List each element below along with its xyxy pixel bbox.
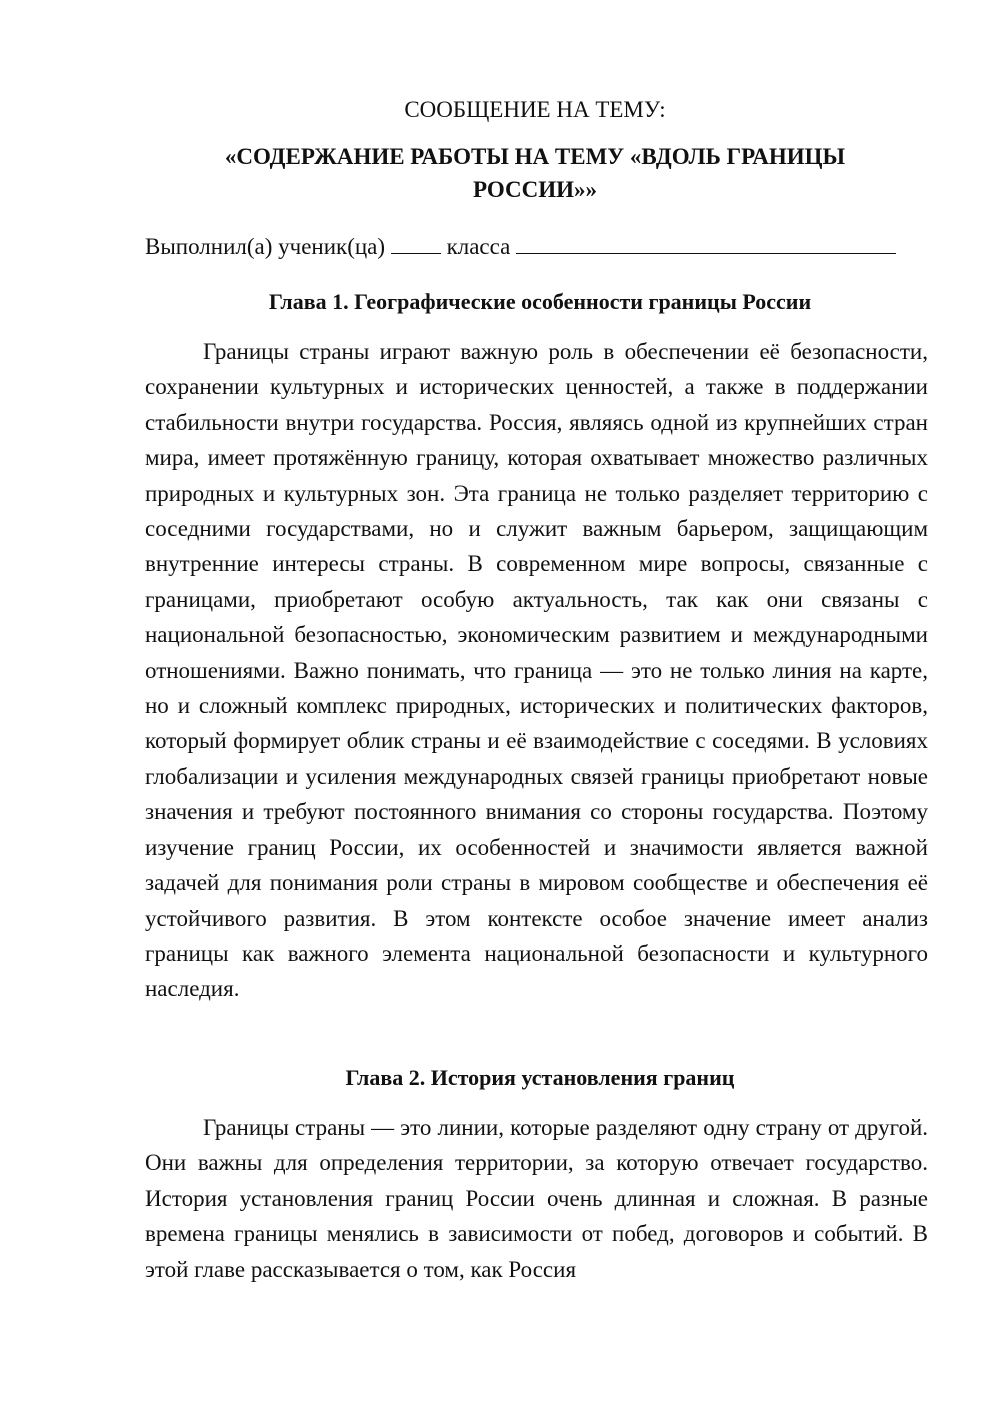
document-heading-line-1: СООБЩЕНИЕ НА ТЕМУ: (404, 97, 666, 122)
chapter-2-title: Глава 2. История установления границ (345, 1065, 735, 1090)
document-title-line-2: РОССИИ»» (472, 177, 598, 202)
grade-blank (391, 233, 441, 254)
chapter-2-paragraph: Границы страны — это линии, которые разделяют одну страну от другой. Они важны для определения территории, за которую отвечает государство. История установления границ России очень длинная и сложная. В разные времена границы менялись в зависимости от побед, договоров и событий. В этой главе рассказывается о том, как Россия (145, 1115, 928, 1282)
class-label: класса (446, 234, 511, 259)
author-line (145, 232, 935, 262)
author-prefix: Выполнил(а) ученик(ца) (145, 234, 386, 259)
chapter-1-title: Глава 1. Географические особенности границы России (268, 289, 812, 314)
chapter-1-paragraph: Границы страны играют важную роль в обеспечении её безопасности, сохранении культурных и исторических ценностей, а также в поддержании стабильности внутри государства. Россия, являясь одной из крупнейших стран мира, имеет протяжённую границу, которая охватывает множество различных природных и культурных зон. Эта граница не только разделяет территорию с соседними государствами, но и служит важным барьером, защищающим внутренние интересы страны. В современном мире вопросы, связанные с границами, приобретают особую актуальность, так как они связаны с национальной безопасностью, экономическим развитием и международными отношениями. Важно понимать, что граница — это не только линия на карте, но и сложный комплекс природных, исторических и политических факторов, который формирует облик страны и её взаимодействие с соседями. В условиях глобализации и усиления международных связей границы приобретают новые значения и требуют постоянного внимания со стороны государства. Поэтому изучение границ России, их особенностей и значимости является важной задачей для понимания роли страны в мировом сообществе и обеспечения её устойчивого развития. В этом контексте особое значение имеет анализ границы как важного элемента национальной безопасности и культурного наследия. (145, 339, 928, 1002)
name-blank (516, 233, 896, 254)
document-title-line-1: «СОДЕРЖАНИЕ РАБОТЫ НА ТЕМУ «ВДОЛЬ ГРАНИЦЫ (224, 144, 846, 169)
